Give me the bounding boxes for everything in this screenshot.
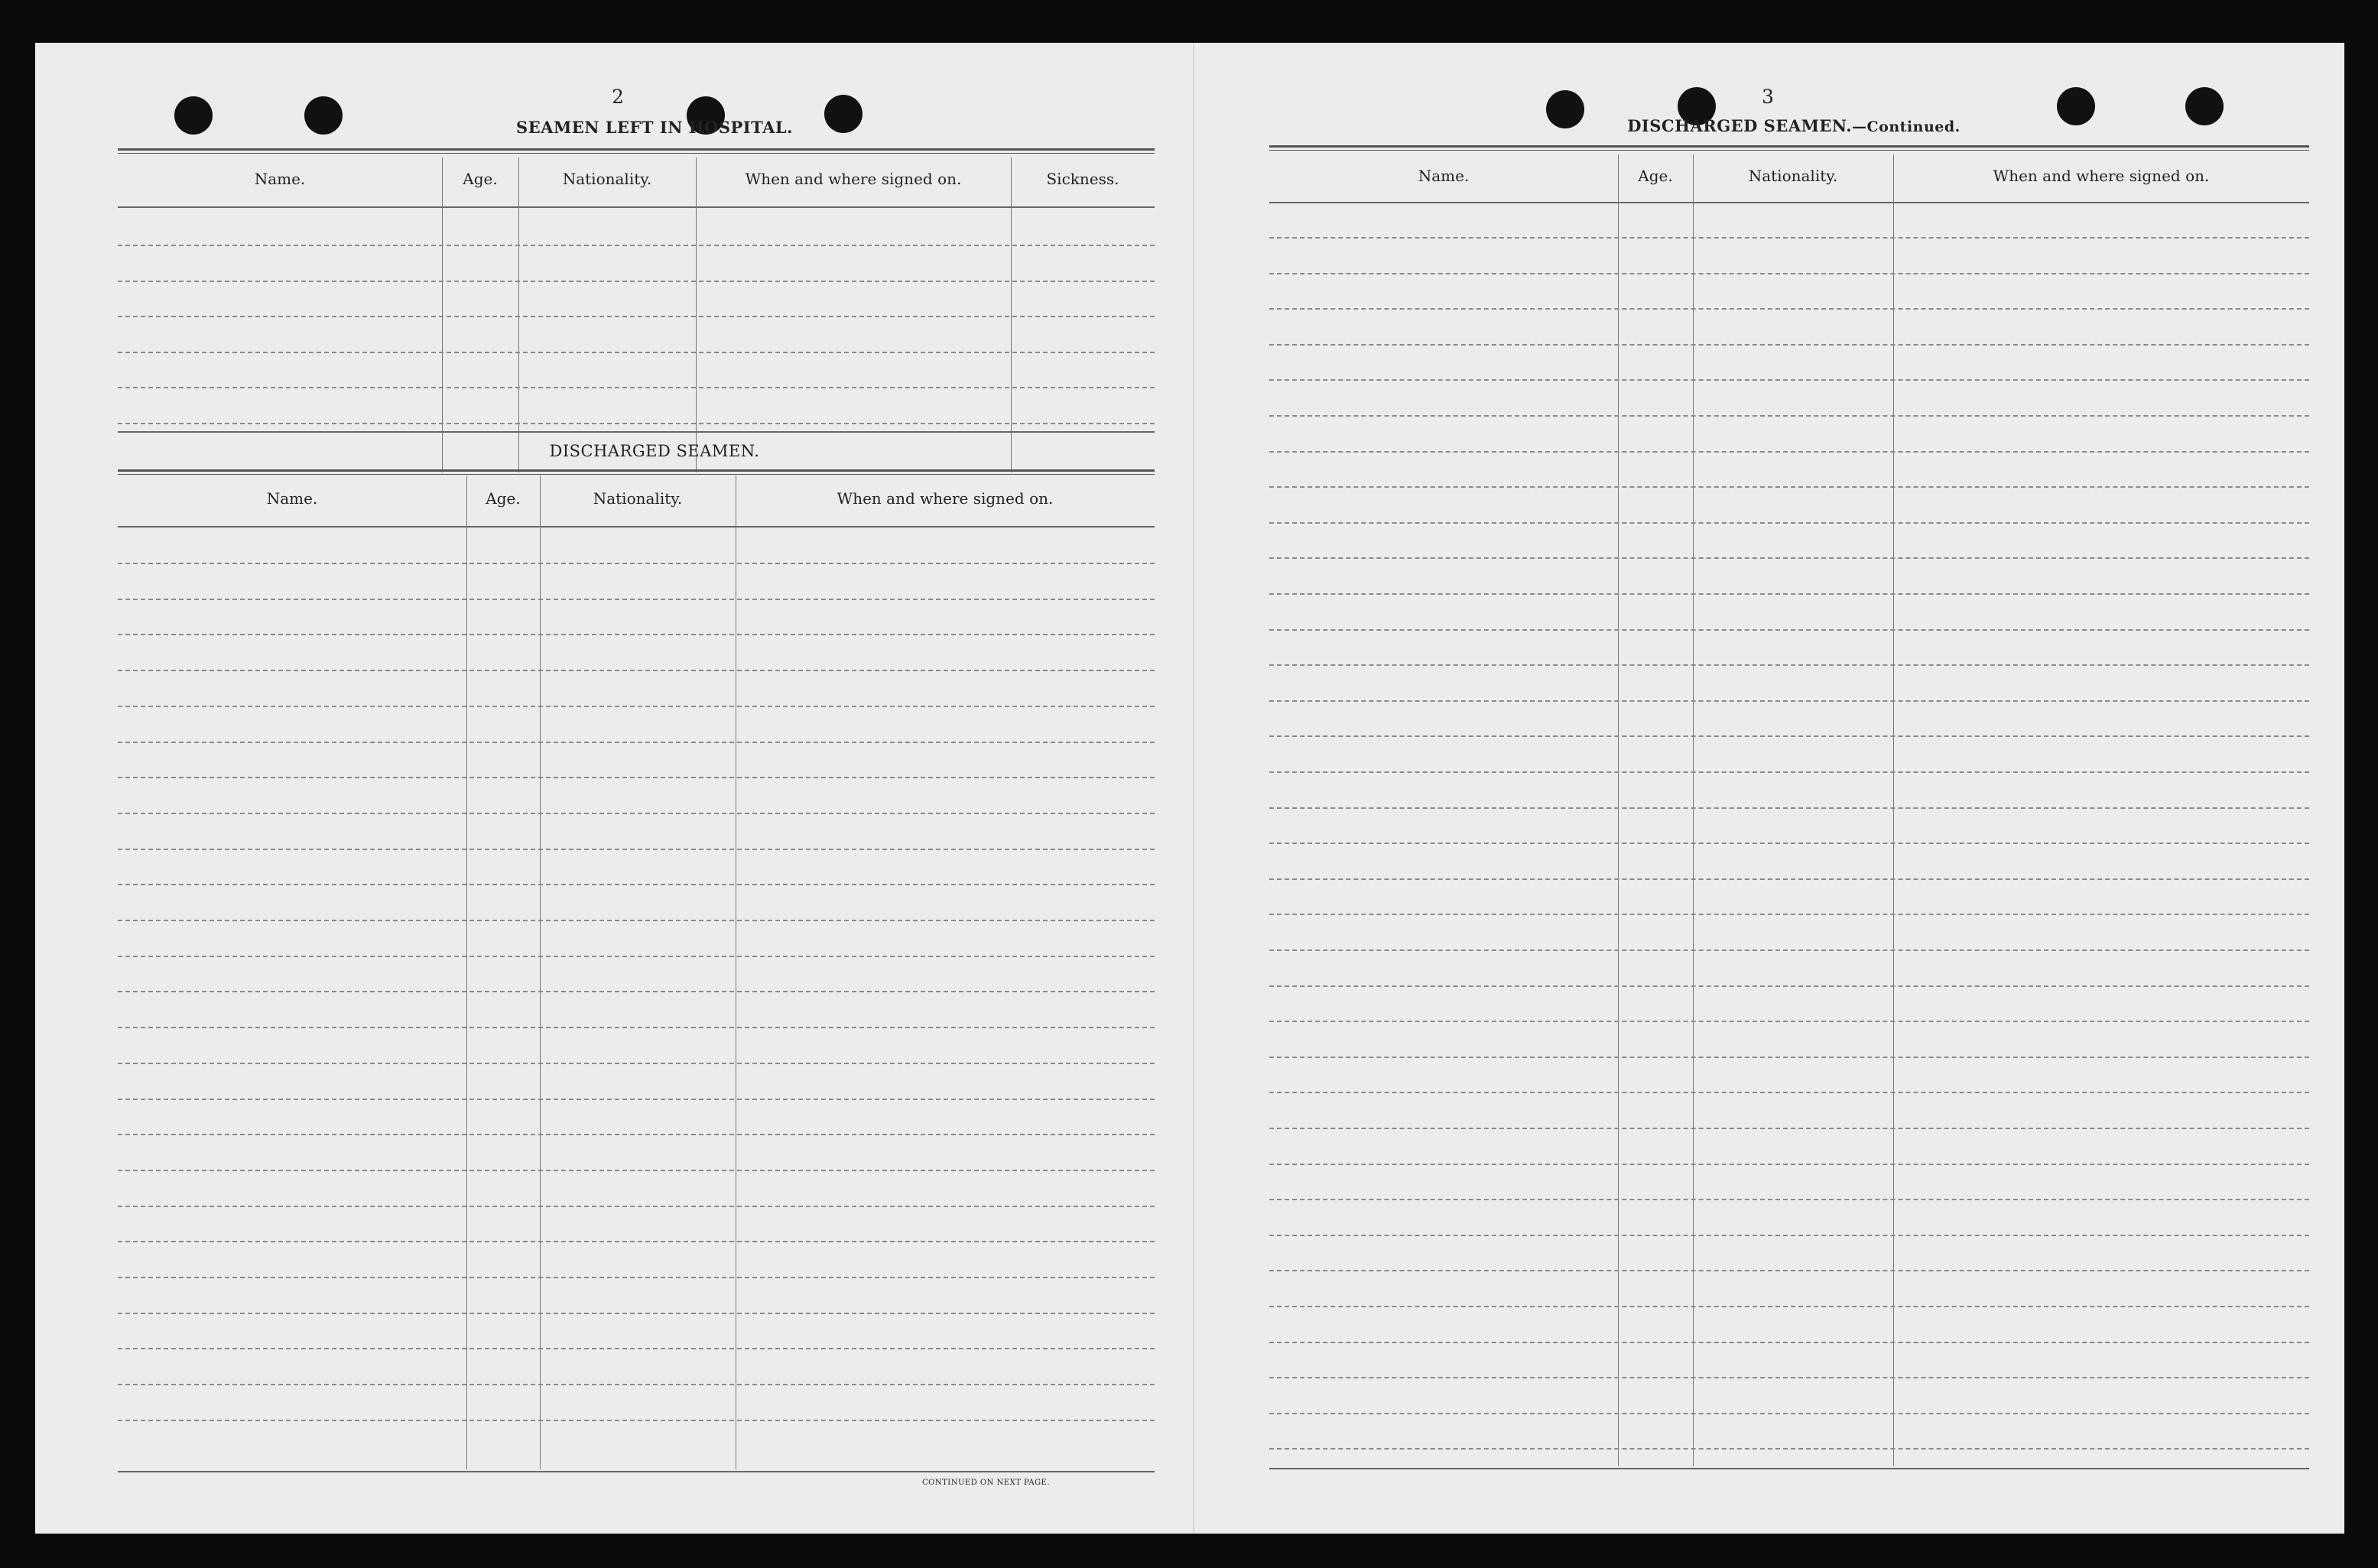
ruled-line xyxy=(1269,273,2309,274)
column-divider xyxy=(442,157,443,472)
ruled-line xyxy=(1269,842,2309,844)
punch-hole xyxy=(304,96,343,135)
ruled-line xyxy=(1269,344,2309,346)
ruled-line xyxy=(118,599,1155,600)
hospital-col-signed-on: When and where signed on. xyxy=(745,170,962,188)
right-col-name: Name. xyxy=(1418,167,1470,185)
right-col-nationality: Nationality. xyxy=(1748,167,1838,185)
ruled-line xyxy=(1269,1164,2309,1165)
ruled-line xyxy=(1269,1342,2309,1343)
ruled-line xyxy=(1269,950,2309,951)
hospital-col-age: Age. xyxy=(463,170,498,188)
ruled-line xyxy=(118,884,1155,885)
section-rule xyxy=(118,431,1155,433)
ruled-line xyxy=(118,1313,1155,1314)
page-number-right: 3 xyxy=(1762,86,1774,108)
ruled-line xyxy=(118,1027,1155,1028)
column-divider xyxy=(696,157,697,472)
header-rule xyxy=(118,526,1155,528)
ruled-line xyxy=(118,1206,1155,1207)
ruled-line xyxy=(1269,237,2309,239)
ruled-line xyxy=(1269,308,2309,310)
column-divider xyxy=(540,476,541,1469)
ruled-line xyxy=(1269,807,2309,809)
punch-hole xyxy=(174,96,213,135)
continued-footnote: CONTINUED ON NEXT PAGE. xyxy=(922,1479,1051,1487)
ruled-line xyxy=(118,1170,1155,1171)
bottom-rule xyxy=(118,1471,1155,1472)
hospital-col-name: Name. xyxy=(254,170,306,188)
header-rule xyxy=(118,206,1155,208)
ruled-line xyxy=(118,352,1155,353)
ruled-line xyxy=(118,634,1155,635)
ruled-line xyxy=(118,1420,1155,1421)
ruled-line xyxy=(118,991,1155,992)
discharged-section-title: DISCHARGED SEAMEN. xyxy=(549,442,760,460)
ruled-line xyxy=(1269,985,2309,987)
ruled-line xyxy=(118,387,1155,388)
ruled-line xyxy=(1269,771,2309,773)
column-divider xyxy=(466,476,467,1469)
ruled-line xyxy=(1269,486,2309,488)
ruled-line xyxy=(1269,1057,2309,1058)
ruled-line xyxy=(118,956,1155,957)
ruled-line xyxy=(118,281,1155,282)
ledger-sheet xyxy=(35,43,2344,1534)
double-rule xyxy=(118,148,1155,154)
column-divider xyxy=(518,157,519,472)
ruled-line xyxy=(1269,522,2309,524)
ruled-line xyxy=(1269,1413,2309,1414)
ruled-line xyxy=(118,670,1155,671)
ruled-line xyxy=(1269,664,2309,666)
ruled-line xyxy=(1269,1092,2309,1093)
punch-hole xyxy=(2057,87,2095,125)
double-rule xyxy=(118,469,1155,475)
ruled-line xyxy=(1269,1377,2309,1378)
ruled-line xyxy=(118,316,1155,317)
ruled-line xyxy=(1269,1235,2309,1236)
ruled-line xyxy=(118,920,1155,921)
right-title-suffix: —Continued. xyxy=(1852,118,1961,135)
ruled-line xyxy=(1269,1128,2309,1129)
ruled-line xyxy=(1269,415,2309,417)
page-fold xyxy=(1193,43,1194,1534)
hospital-col-sickness: Sickness. xyxy=(1046,170,1119,188)
ruled-line xyxy=(1269,1448,2309,1450)
ruled-line xyxy=(1269,557,2309,559)
hospital-section-title: SEAMEN LEFT IN HOSPITAL. xyxy=(516,118,793,137)
ruled-line xyxy=(1269,1199,2309,1200)
ruled-line xyxy=(118,849,1155,850)
ruled-line xyxy=(1269,593,2309,595)
ruled-line xyxy=(118,813,1155,814)
ruled-line xyxy=(1269,914,2309,915)
discharged-col-name: Name. xyxy=(266,489,318,508)
ruled-line xyxy=(118,423,1155,424)
ruled-line xyxy=(118,706,1155,707)
discharged-col-signed-on: When and where signed on. xyxy=(837,489,1054,508)
ruled-line xyxy=(1269,1270,2309,1271)
ruled-line xyxy=(118,1063,1155,1064)
page-number-left: 2 xyxy=(612,86,624,108)
ruled-line xyxy=(1269,451,2309,453)
ruled-line xyxy=(118,1099,1155,1100)
ruled-line xyxy=(1269,379,2309,381)
ruled-line xyxy=(118,1348,1155,1349)
right-title-text: DISCHARGED SEAMEN. xyxy=(1627,116,1853,135)
ruled-line xyxy=(1269,735,2309,737)
right-col-age: Age. xyxy=(1638,167,1673,185)
discharged-col-age: Age. xyxy=(486,489,521,508)
ruled-line xyxy=(1269,700,2309,702)
header-rule xyxy=(1269,202,2309,203)
discharged-col-nationality: Nationality. xyxy=(593,489,683,508)
ruled-line xyxy=(118,563,1155,564)
ruled-line xyxy=(1269,629,2309,631)
ruled-line xyxy=(118,1241,1155,1242)
hospital-col-nationality: Nationality. xyxy=(562,170,652,188)
ruled-line xyxy=(118,1134,1155,1135)
ruled-line xyxy=(118,1384,1155,1385)
double-rule xyxy=(1269,145,2309,151)
bottom-rule xyxy=(1269,1468,2309,1469)
right-section-title xyxy=(1534,116,2054,135)
ruled-line xyxy=(1269,1021,2309,1022)
column-divider xyxy=(1011,157,1012,472)
ruled-line xyxy=(1269,1306,2309,1307)
punch-hole xyxy=(2185,87,2224,125)
right-col-signed-on: When and where signed on. xyxy=(1993,167,2210,185)
ruled-line xyxy=(118,742,1155,743)
ruled-line xyxy=(1269,878,2309,880)
ruled-line xyxy=(118,1277,1155,1278)
ruled-line xyxy=(118,245,1155,246)
ruled-line xyxy=(118,777,1155,778)
